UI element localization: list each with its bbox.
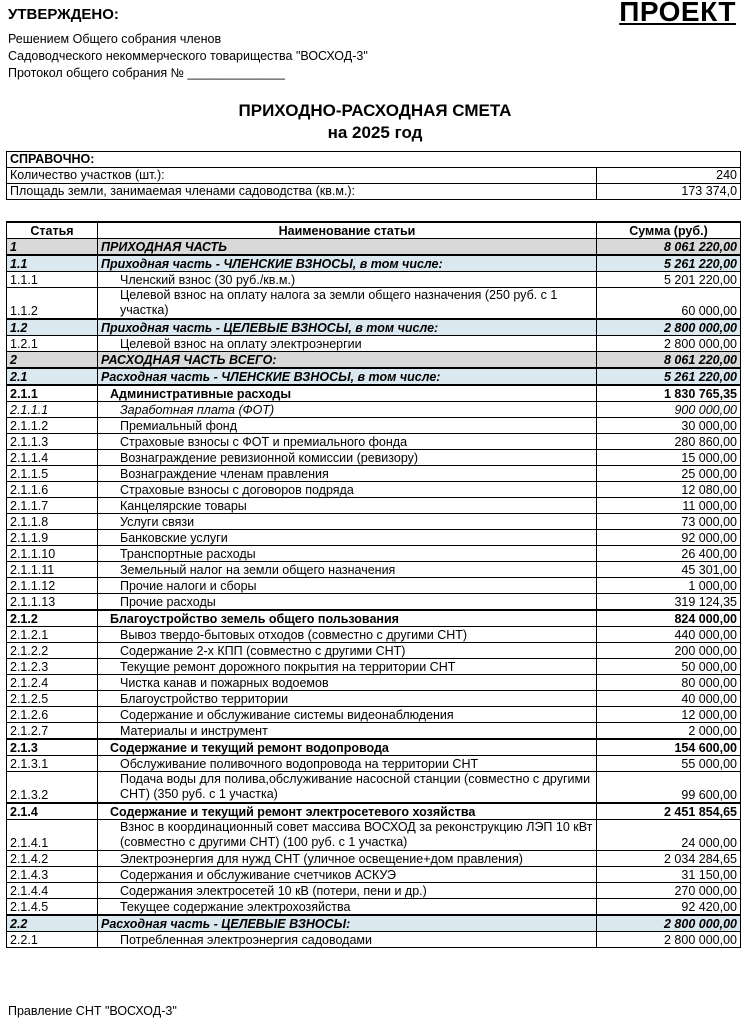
row-code: 1.1.2 <box>7 288 98 320</box>
table-row <box>7 932 741 948</box>
row-name: Расходная часть - ЦЕЛЕВЫЕ ВЗНОСЫ: <box>98 915 597 932</box>
approved-label: УТВЕРЖДЕНО: <box>8 6 119 23</box>
table-row <box>7 498 741 514</box>
table-row <box>7 820 741 851</box>
row-code: 2.1.1.10 <box>7 546 98 562</box>
row-name: Обслуживание поливочного водопровода на территории СНТ <box>98 756 597 772</box>
reference-row <box>7 184 741 200</box>
row-sum: 5 201 220,00 <box>597 272 741 288</box>
row-name: Потребленная электроэнергия садоводами <box>98 932 597 948</box>
row-name: Земельный налог на земли общего назначения <box>98 562 597 578</box>
row-sum: 80 000,00 <box>597 675 741 691</box>
table-row <box>7 368 741 385</box>
row-code: 2.1.2.6 <box>7 707 98 723</box>
row-code: 2.1.4.4 <box>7 883 98 899</box>
row-code: 2.1.4.2 <box>7 851 98 867</box>
column-header-name: Наименование статьи <box>98 222 597 239</box>
reference-row-value: 240 <box>597 168 741 184</box>
table-row <box>7 466 741 482</box>
row-code: 2.1.4.5 <box>7 899 98 916</box>
row-code: 2.1.1.7 <box>7 498 98 514</box>
table-row <box>7 385 741 402</box>
table-row <box>7 239 741 256</box>
row-name: Целевой взнос на оплату налога за земли общего назначения (250 руб. с 1 участка) <box>98 288 597 320</box>
row-name: Канцелярские товары <box>98 498 597 514</box>
row-sum: 30 000,00 <box>597 418 741 434</box>
row-name: Прочие налоги и сборы <box>98 578 597 594</box>
row-code: 2.2.1 <box>7 932 98 948</box>
table-row <box>7 867 741 883</box>
row-sum: 280 860,00 <box>597 434 741 450</box>
row-code: 2.1.1.11 <box>7 562 98 578</box>
budget-table <box>6 221 741 948</box>
reference-table <box>6 151 741 200</box>
row-sum: 2 800 000,00 <box>597 319 741 336</box>
row-name: Содержание и текущий ремонт электросетевого хозяйства <box>98 803 597 820</box>
table-row <box>7 691 741 707</box>
row-code: 2.1.1.2 <box>7 418 98 434</box>
row-sum: 2 000,00 <box>597 723 741 740</box>
row-sum: 73 000,00 <box>597 514 741 530</box>
table-row <box>7 772 741 804</box>
row-sum: 2 034 284,65 <box>597 851 741 867</box>
table-row <box>7 756 741 772</box>
row-code: 2.1.1.3 <box>7 434 98 450</box>
row-code: 2.1.1.5 <box>7 466 98 482</box>
row-code: 2.1.2.4 <box>7 675 98 691</box>
table-row <box>7 319 741 336</box>
row-sum: 200 000,00 <box>597 643 741 659</box>
row-code: 2.1.3.1 <box>7 756 98 772</box>
row-code: 2.1.1.9 <box>7 530 98 546</box>
row-name: Приходная часть - ЧЛЕНСКИЕ ВЗНОСЫ, в том числе: <box>98 255 597 272</box>
table-row <box>7 739 741 756</box>
row-name: Вывоз твердо-бытовых отходов (совместно с другими СНТ) <box>98 627 597 643</box>
row-code: 2.1.4 <box>7 803 98 820</box>
row-name: Услуги связи <box>98 514 597 530</box>
row-name: Транспортные расходы <box>98 546 597 562</box>
row-name: Премиальный фонд <box>98 418 597 434</box>
reference-row-value: 173 374,0 <box>597 184 741 200</box>
row-name: Приходная часть - ЦЕЛЕВЫЕ ВЗНОСЫ, в том числе: <box>98 319 597 336</box>
table-header-row <box>7 222 741 239</box>
row-code: 2.1 <box>7 368 98 385</box>
row-sum: 2 800 000,00 <box>597 336 741 352</box>
reference-label: СПРАВОЧНО: <box>7 152 741 168</box>
decision-line: Решением Общего собрания членов <box>8 32 222 46</box>
row-code: 2.1.1.1 <box>7 402 98 418</box>
table-row <box>7 514 741 530</box>
row-code: 1 <box>7 239 98 256</box>
row-code: 2.1.1.12 <box>7 578 98 594</box>
row-sum: 12 080,00 <box>597 482 741 498</box>
row-name: Страховые взносы с ФОТ и премиального фонда <box>98 434 597 450</box>
table-row <box>7 915 741 932</box>
document-title <box>0 100 750 144</box>
table-row <box>7 883 741 899</box>
row-code: 2.1.1.13 <box>7 594 98 611</box>
row-sum: 50 000,00 <box>597 659 741 675</box>
table-row <box>7 723 741 740</box>
reference-row <box>7 168 741 184</box>
decision-block <box>8 31 368 82</box>
row-sum: 2 800 000,00 <box>597 932 741 948</box>
row-name: Материалы и инструмент <box>98 723 597 740</box>
decision-line: Протокол общего собрания № ______________ <box>8 66 285 80</box>
row-sum: 40 000,00 <box>597 691 741 707</box>
footer-signature: Правление СНТ "ВОСХОД-3" <box>8 1004 177 1018</box>
row-sum: 900 000,00 <box>597 402 741 418</box>
table-row <box>7 336 741 352</box>
row-name: Расходная часть - ЧЛЕНСКИЕ ВЗНОСЫ, в том числе: <box>98 368 597 385</box>
row-name: Взнос в координационный совет массива ВОСХОД за реконструкцию ЛЭП 10 кВт (совместно с другими СНТ) (100 руб. с 1 участка) <box>98 820 597 851</box>
table-row <box>7 899 741 916</box>
row-name: Содержания и обслуживание счетчиков АСКУЭ <box>98 867 597 883</box>
title-year: на 2025 год <box>327 123 423 142</box>
row-name: Подача воды для полива,обслуживание насосной станции (совместно с другими СНТ) (350 руб. с 1 участка) <box>98 772 597 804</box>
row-sum: 8 061 220,00 <box>597 239 741 256</box>
row-code: 1.1.1 <box>7 272 98 288</box>
row-name: Текущие ремонт дорожного покрытия на территории СНТ <box>98 659 597 675</box>
row-sum: 154 600,00 <box>597 739 741 756</box>
decision-line: Садоводческого некоммерческого товарищества "ВОСХОД-3" <box>8 49 368 63</box>
row-name: Благоустройство земель общего пользования <box>98 610 597 627</box>
table-row <box>7 578 741 594</box>
reference-row-label: Площадь земли, занимаемая членами садоводства (кв.м.): <box>7 184 597 200</box>
row-code: 2.1.2.3 <box>7 659 98 675</box>
row-name: Целевой взнос на оплату электроэнергии <box>98 336 597 352</box>
row-sum: 45 301,00 <box>597 562 741 578</box>
row-name: Электроэнергия для нужд СНТ (уличное освещение+дом правления) <box>98 851 597 867</box>
row-name: Чистка канав и пожарных водоемов <box>98 675 597 691</box>
row-sum: 8 061 220,00 <box>597 352 741 369</box>
row-name: ПРИХОДНАЯ ЧАСТЬ <box>98 239 597 256</box>
row-sum: 31 150,00 <box>597 867 741 883</box>
table-row <box>7 402 741 418</box>
row-name: Текущее содержание электрохозяйства <box>98 899 597 916</box>
row-code: 2.1.1.4 <box>7 450 98 466</box>
table-row <box>7 482 741 498</box>
row-sum: 440 000,00 <box>597 627 741 643</box>
row-code: 2.1.2 <box>7 610 98 627</box>
table-row <box>7 851 741 867</box>
row-sum: 270 000,00 <box>597 883 741 899</box>
row-name: Вознаграждение членам правления <box>98 466 597 482</box>
row-sum: 824 000,00 <box>597 610 741 627</box>
row-name: Благоустройство территории <box>98 691 597 707</box>
table-row <box>7 707 741 723</box>
table-row <box>7 530 741 546</box>
row-sum: 1 830 765,35 <box>597 385 741 402</box>
row-code: 2.1.3 <box>7 739 98 756</box>
row-code: 1.1 <box>7 255 98 272</box>
row-sum: 15 000,00 <box>597 450 741 466</box>
row-code: 2.1.2.7 <box>7 723 98 740</box>
column-header-code: Статья <box>7 222 98 239</box>
table-row <box>7 450 741 466</box>
table-row <box>7 434 741 450</box>
row-code: 2.1.1.6 <box>7 482 98 498</box>
row-sum: 11 000,00 <box>597 498 741 514</box>
row-sum: 5 261 220,00 <box>597 368 741 385</box>
row-name: Прочие расходы <box>98 594 597 611</box>
row-sum: 60 000,00 <box>597 288 741 320</box>
row-sum: 55 000,00 <box>597 756 741 772</box>
table-row <box>7 418 741 434</box>
table-row <box>7 643 741 659</box>
row-code: 2 <box>7 352 98 369</box>
table-row <box>7 352 741 369</box>
table-row <box>7 627 741 643</box>
row-sum: 25 000,00 <box>597 466 741 482</box>
row-sum: 24 000,00 <box>597 820 741 851</box>
row-name: Содержание и текущий ремонт водопровода <box>98 739 597 756</box>
row-code: 2.1.1 <box>7 385 98 402</box>
row-code: 1.2 <box>7 319 98 336</box>
row-sum: 99 600,00 <box>597 772 741 804</box>
row-code: 2.1.2.1 <box>7 627 98 643</box>
row-code: 1.2.1 <box>7 336 98 352</box>
row-name: Членский взнос (30 руб./кв.м.) <box>98 272 597 288</box>
column-header-sum: Сумма (руб.) <box>597 222 741 239</box>
table-row <box>7 803 741 820</box>
table-row <box>7 272 741 288</box>
row-name: Банковские услуги <box>98 530 597 546</box>
table-row <box>7 255 741 272</box>
row-sum: 92 420,00 <box>597 899 741 916</box>
row-sum: 319 124,35 <box>597 594 741 611</box>
row-name: Вознаграждение ревизионной комиссии (ревизору) <box>98 450 597 466</box>
reference-row-label: Количество участков (шт.): <box>7 168 597 184</box>
row-code: 2.1.3.2 <box>7 772 98 804</box>
row-name: Содержание 2-х КПП (совместно с другими СНТ) <box>98 643 597 659</box>
title-line: ПРИХОДНО-РАСХОДНАЯ СМЕТА <box>238 101 512 120</box>
row-code: 2.1.2.2 <box>7 643 98 659</box>
row-code: 2.1.2.5 <box>7 691 98 707</box>
table-row <box>7 546 741 562</box>
row-name: РАСХОДНАЯ ЧАСТЬ ВСЕГО: <box>98 352 597 369</box>
row-name: Заработная плата (ФОТ) <box>98 402 597 418</box>
row-name: Содержание и обслуживание системы видеонаблюдения <box>98 707 597 723</box>
row-sum: 1 000,00 <box>597 578 741 594</box>
table-row <box>7 610 741 627</box>
row-code: 2.1.4.3 <box>7 867 98 883</box>
row-code: 2.1.1.8 <box>7 514 98 530</box>
row-code: 2.1.4.1 <box>7 820 98 851</box>
table-row <box>7 594 741 611</box>
project-stamp: ПРОЕКТ <box>619 0 736 27</box>
budget-table-body <box>7 239 741 948</box>
row-sum: 12 000,00 <box>597 707 741 723</box>
table-row <box>7 562 741 578</box>
row-sum: 2 800 000,00 <box>597 915 741 932</box>
row-sum: 92 000,00 <box>597 530 741 546</box>
table-row <box>7 675 741 691</box>
table-row <box>7 659 741 675</box>
row-name: Содержания электросетей 10 кВ (потери, пени и др.) <box>98 883 597 899</box>
row-sum: 2 451 854,65 <box>597 803 741 820</box>
table-row <box>7 288 741 320</box>
row-name: Страховые взносы с договоров подряда <box>98 482 597 498</box>
row-name: Административные расходы <box>98 385 597 402</box>
row-sum: 26 400,00 <box>597 546 741 562</box>
row-code: 2.2 <box>7 915 98 932</box>
row-sum: 5 261 220,00 <box>597 255 741 272</box>
